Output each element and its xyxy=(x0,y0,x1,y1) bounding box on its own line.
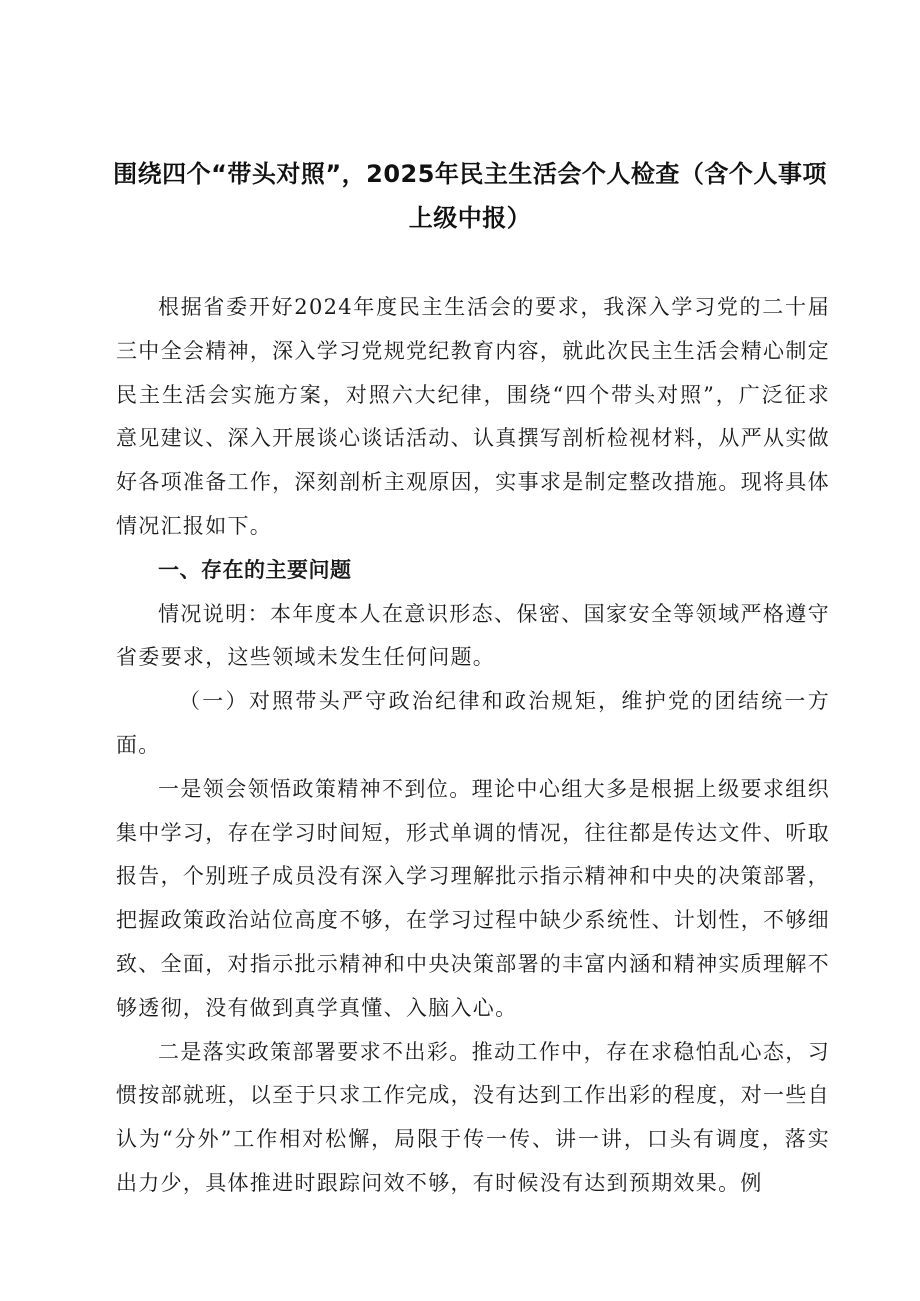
intro-paragraph: 根据省委开好2024年度民主生活会的要求，我深入学习党的二十届三中全会精神，深入学习党规党纪教育内容，就此次民主生活会精心制定民主生活会实施方案，对照六大纪律，围绕“四个带头对照”，广泛征求意见建议、深入开展谈心谈话活动、认真撰写剖析检视材料，从严从实做好各项准备工作，深刻剖析主观原因，实事求是制定整改措施。现将具体情况汇报如下。 xyxy=(116,295,830,538)
section-heading-main-problems: 一、存在的主要问题 xyxy=(158,557,352,582)
document-title xyxy=(90,152,850,240)
title-line-1: 围绕四个“带头对照”，2025年民主生活会个人检查（含个人事项 xyxy=(113,160,827,188)
subsection-heading-1: （一）对照带头严守政治纪律和政治规矩，维护党的团结统一方面。 xyxy=(116,689,830,757)
situation-note-paragraph: 情况说明：本年度本人在意识形态、保密、国家安全等领域严格遵守省委要求，这些领域未发生任何问题。 xyxy=(116,601,830,670)
title-line-2: 上级中报） xyxy=(408,204,532,232)
problem-paragraph-2: 二是落实政策部署要求不出彩。推动工作中，存在求稳怕乱心态，习惯按部就班，以至于只求工作完成，没有达到工作出彩的程度，对一些自认为“分外”工作相对松懈，局限于传一传、讲一讲，口头有调度，落实出力少，具体推进时跟踪问效不够，有时候没有达到预期效果。例 xyxy=(116,1039,830,1195)
document-body xyxy=(116,286,830,1206)
problem-paragraph-1: 一是领会领悟政策精神不到位。理论中心组大多是根据上级要求组织集中学习，存在学习时间短，形式单调的情况，往往都是传达文件、听取报告，个别班子成员没有深入学习理解批示指示精神和中央的决策部署，把握政策政治站位高度不够，在学习过程中缺少系统性、计划性，不够细致、全面，对指示批示精神和中央决策部署的丰富内涵和精神实质理解不够透彻，没有做到真学真懂、入脑入心。 xyxy=(116,776,830,1020)
